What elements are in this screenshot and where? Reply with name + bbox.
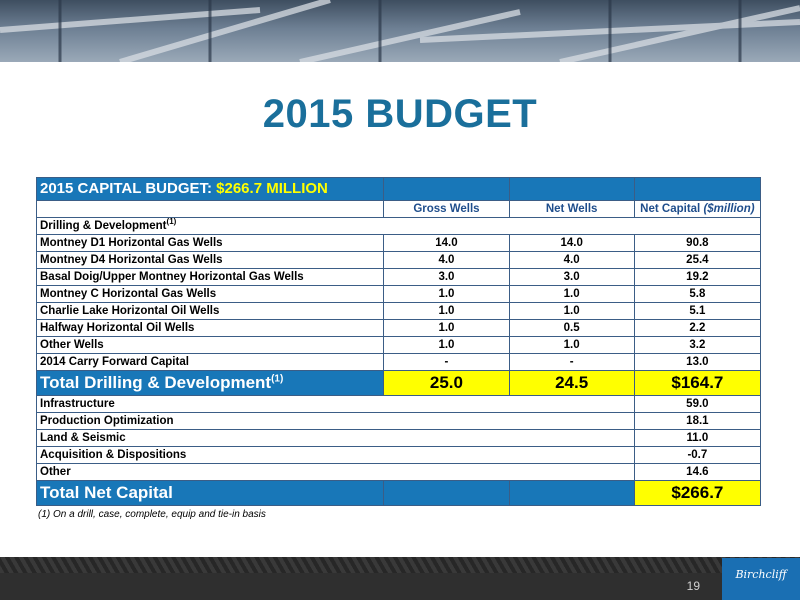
col-gross-wells: Gross Wells: [384, 201, 509, 218]
row-label: Montney C Horizontal Gas Wells: [37, 286, 384, 303]
column-header-row: [37, 201, 761, 218]
table-row: [37, 337, 761, 354]
header-amount: $266.7 MILLION: [216, 180, 328, 197]
row-net: 4.0: [509, 252, 634, 269]
row-gross: 1.0: [384, 303, 509, 320]
row-label: 2014 Carry Forward Capital: [37, 354, 384, 371]
col-net-capital: Net Capital ($million): [634, 201, 760, 218]
table-row: [37, 269, 761, 286]
row-net: -: [509, 354, 634, 371]
total-dd-label: Total Drilling & Development$^{(1)}$: [37, 371, 384, 396]
row-net: 1.0: [509, 286, 634, 303]
table-header-title: 2015 CAPITAL BUDGET: $266.7 MILLION: [37, 178, 384, 201]
row-capital: 90.8: [634, 235, 760, 252]
row-label: Montney D4 Horizontal Gas Wells: [37, 252, 384, 269]
total-net-row: [37, 481, 761, 506]
row-net: 0.5: [509, 320, 634, 337]
row-capital: 5.1: [634, 303, 760, 320]
table-row: [37, 303, 761, 320]
row-label: Basal Doig/Upper Montney Horizontal Gas Wells: [37, 269, 384, 286]
total-dd-gross: 25.0: [384, 371, 509, 396]
section-label: Drilling & Development$^{(1)}$: [37, 218, 761, 235]
total-dd-row: [37, 371, 761, 396]
row-capital: 25.4: [634, 252, 760, 269]
section-row: [37, 218, 761, 235]
row-capital: 59.0: [634, 396, 760, 413]
row-label: Halfway Horizontal Oil Wells: [37, 320, 384, 337]
col-net-wells: Net Wells: [509, 201, 634, 218]
row-net: 1.0: [509, 337, 634, 354]
row-capital: 5.8: [634, 286, 760, 303]
row-capital: 14.6: [634, 464, 760, 481]
row-net: 3.0: [509, 269, 634, 286]
table-row: [37, 430, 761, 447]
row-gross: 4.0: [384, 252, 509, 269]
row-capital: 3.2: [634, 337, 760, 354]
row-gross: 14.0: [384, 235, 509, 252]
table-row: [37, 286, 761, 303]
footer-bar: [0, 557, 800, 600]
table-row: [37, 396, 761, 413]
row-capital: 19.2: [634, 269, 760, 286]
row-label: Charlie Lake Horizontal Oil Wells: [37, 303, 384, 320]
table-row: [37, 252, 761, 269]
table-row: [37, 320, 761, 337]
row-net: 1.0: [509, 303, 634, 320]
table-row: [37, 447, 761, 464]
table-header-row: [37, 178, 761, 201]
row-net: 14.0: [509, 235, 634, 252]
row-gross: 1.0: [384, 286, 509, 303]
table-row: [37, 464, 761, 481]
table-row: [37, 235, 761, 252]
table-row: [37, 354, 761, 371]
row-label: Montney D1 Horizontal Gas Wells: [37, 235, 384, 252]
page-number: 19: [686, 579, 700, 593]
table-row: [37, 413, 761, 430]
row-label: Infrastructure: [37, 396, 635, 413]
total-net-capital: $266.7: [634, 481, 760, 506]
row-label: Other: [37, 464, 635, 481]
row-gross: 1.0: [384, 337, 509, 354]
total-dd-capital: $164.7: [634, 371, 760, 396]
row-gross: 1.0: [384, 320, 509, 337]
row-label: Other Wells: [37, 337, 384, 354]
row-gross: -: [384, 354, 509, 371]
row-capital: -0.7: [634, 447, 760, 464]
row-capital: 13.0: [634, 354, 760, 371]
capital-budget-table: [36, 177, 761, 506]
row-gross: 3.0: [384, 269, 509, 286]
row-label: Acquisition & Dispositions: [37, 447, 635, 464]
row-label: Land & Seismic: [37, 430, 635, 447]
row-capital: 2.2: [634, 320, 760, 337]
total-dd-net: 24.5: [509, 371, 634, 396]
total-net-label: Total Net Capital: [37, 481, 384, 506]
header-banner-image: [0, 0, 800, 62]
company-logo: Birchcliff: [722, 558, 800, 600]
row-label: Production Optimization: [37, 413, 635, 430]
slide-title: 2015 BUDGET: [262, 92, 538, 136]
footnote: (1) On a drill, case, complete, equip and tie-in basis: [38, 509, 266, 520]
row-capital: 18.1: [634, 413, 760, 430]
row-capital: 11.0: [634, 430, 760, 447]
